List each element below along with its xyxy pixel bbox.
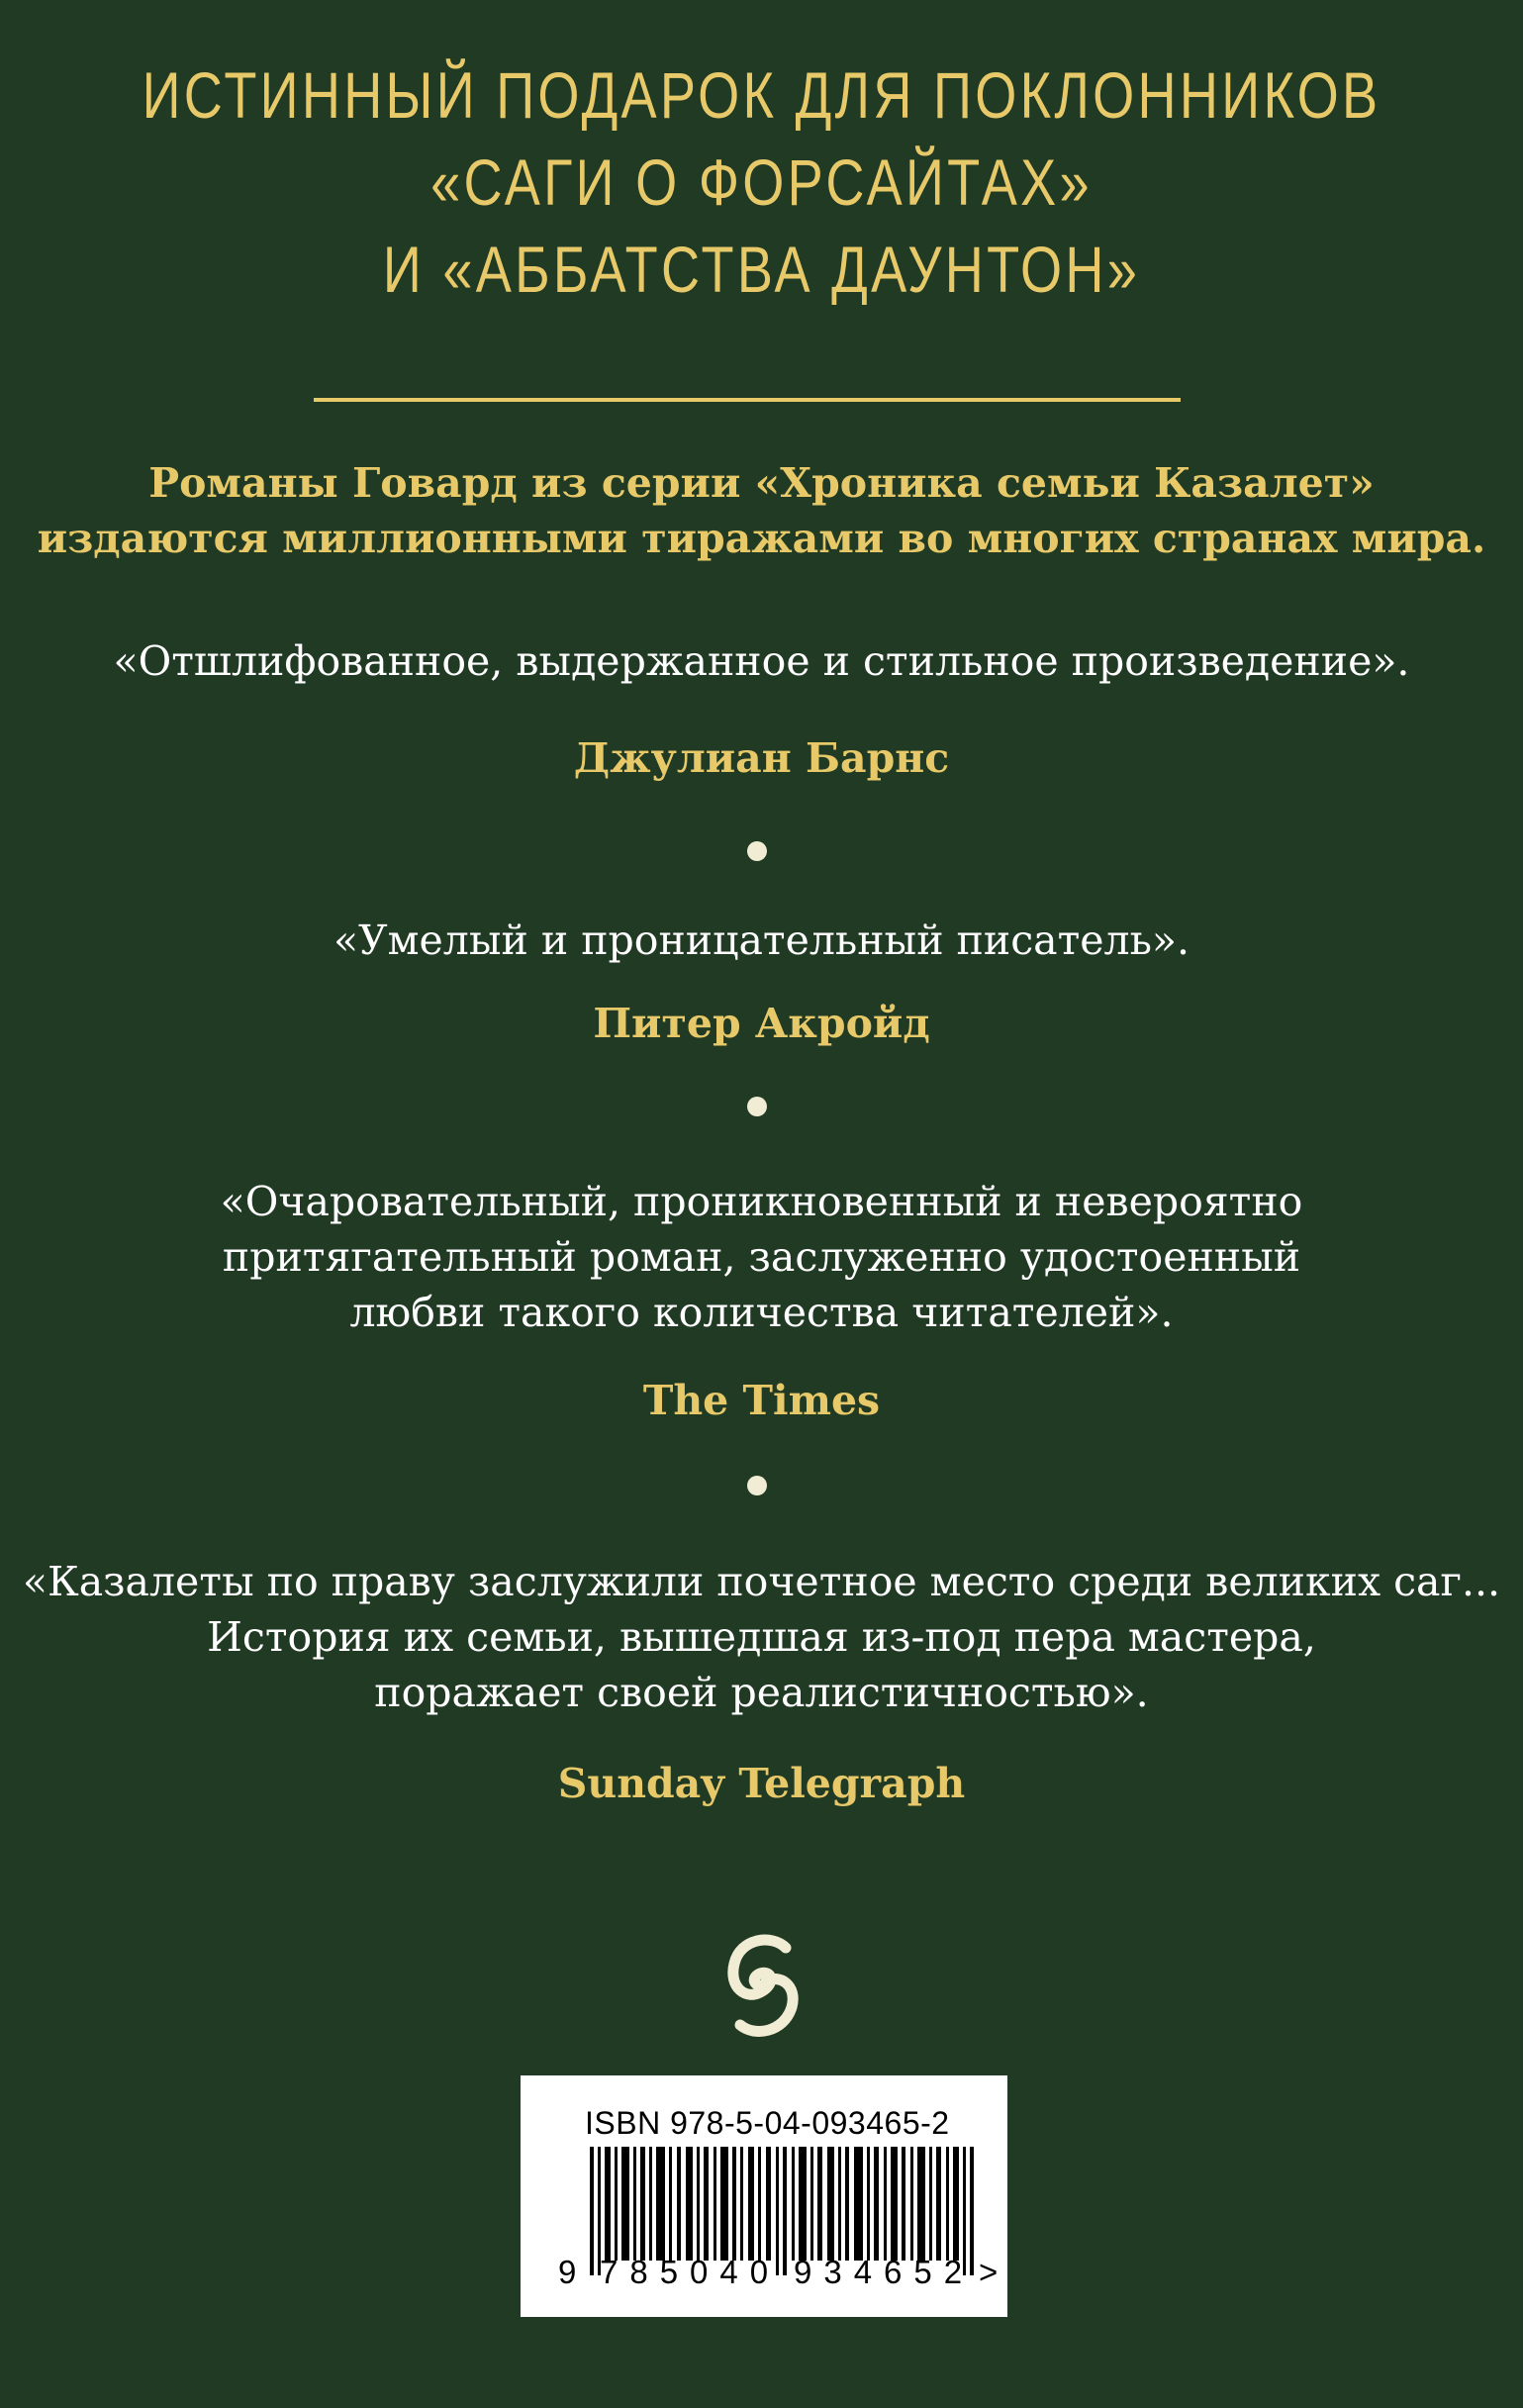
quote-2-line-1: «Умелый и проницательный писатель». xyxy=(333,916,1190,964)
quote-1-author: Джулиан Барнс xyxy=(573,734,950,782)
quote-2 xyxy=(0,913,1523,968)
bullet-icon xyxy=(747,1097,767,1116)
isbn-label: ISBN 978-5-04-093465-2 xyxy=(585,2105,950,2141)
intro-text xyxy=(0,455,1523,566)
quote-3-author: The Times xyxy=(642,1377,881,1424)
quote-1 xyxy=(0,633,1523,689)
quote-3-line-2: притягательный роман, заслуженно удостоенный xyxy=(222,1233,1301,1281)
barcode-first-digit: 9 xyxy=(558,2254,577,2290)
quote-1-line-1: «Отшлифованное, выдержанное и стильное произведение». xyxy=(113,637,1410,685)
headline xyxy=(138,51,1386,313)
bullet-icon xyxy=(747,841,767,861)
quote-3-line-3: любви такого количества читателей». xyxy=(349,1289,1174,1336)
quote-3-line-1: «Очаровательный, проникновенный и невероятно xyxy=(220,1178,1303,1225)
quote-3 xyxy=(0,1174,1523,1340)
headline-divider xyxy=(314,398,1181,402)
barcode-end-mark: > xyxy=(979,2254,999,2290)
intro-line-1: Романы Говард из серии «Хроника семьи Казалет» xyxy=(148,459,1375,507)
quote-4 xyxy=(0,1554,1523,1720)
headline-line-1: ИСТИННЫЙ ПОДАРОК ДЛЯ ПОКЛОННИКОВ xyxy=(142,58,1381,132)
bullet-icon xyxy=(747,1476,767,1495)
intro-line-2: издаются миллионными тиражами во многих странах мира. xyxy=(37,515,1486,562)
quote-4-line-2: История их семьи, вышедшая из-под пера мастера, xyxy=(207,1613,1316,1661)
barcode-group-2: 934652 xyxy=(794,2254,975,2290)
quote-4-author: Sunday Telegraph xyxy=(557,1760,966,1807)
barcode-group-1: 785040 xyxy=(600,2254,781,2290)
eksmo-logo-icon xyxy=(724,1934,802,2037)
headline-line-2: «САГИ О ФОРСАЙТАХ» xyxy=(430,145,1093,219)
headline-line-3: И «АББАТСТВА ДАУНТОН» xyxy=(382,233,1141,306)
quote-4-line-3: поражает своей реалистичностью». xyxy=(374,1669,1149,1716)
quote-4-line-1: «Казалеты по праву заслужили почетное место среди великих саг... xyxy=(22,1558,1501,1605)
quote-2-author: Питер Акройд xyxy=(593,1000,930,1047)
barcode-digits xyxy=(558,2254,999,2293)
isbn-barcode xyxy=(521,2075,1007,2317)
